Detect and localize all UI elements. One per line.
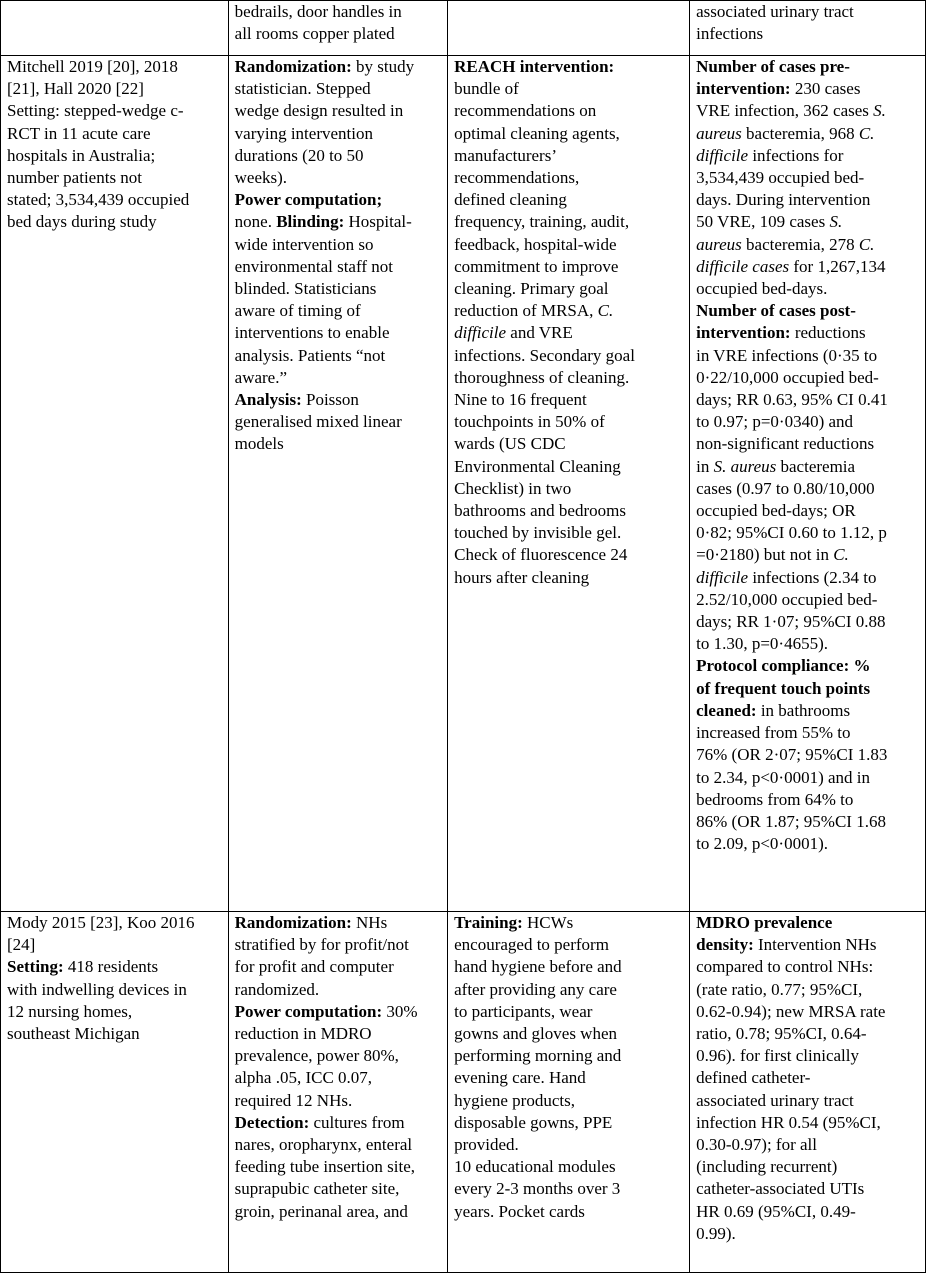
- text-line: statistician. Stepped: [234, 79, 371, 99]
- text-run: for 1,267,134: [789, 256, 886, 276]
- text-line: Setting: stepped-wedge c-: [7, 101, 184, 121]
- text-line: [235, 912, 441, 934]
- text-line: randomized.: [234, 979, 320, 999]
- italic-run: aureus: [696, 123, 742, 143]
- text-line: [696, 100, 919, 122]
- text-line: durations (20 to 50: [234, 145, 364, 165]
- text-line: nares, oropharynx, enteral: [234, 1135, 413, 1155]
- italic-run: S. aureus: [713, 456, 777, 476]
- text-line: catheter-associated UTIs: [696, 1179, 865, 1199]
- text-line: southeast Michigan: [7, 1024, 140, 1044]
- text-line: [235, 389, 441, 411]
- text-line: feeding tube insertion site,: [234, 1157, 415, 1177]
- text-line: [235, 1112, 441, 1134]
- text-line: 3,534,439 occupied bed-: [696, 168, 865, 188]
- text-line: in VRE infections (0·35 to: [696, 345, 878, 365]
- text-line: suprapubic catheter site,: [234, 1179, 400, 1199]
- text-line: all rooms copper plated: [234, 24, 395, 44]
- protocol-label: Protocol compliance: %: [696, 656, 871, 676]
- text-line: recommendations on: [454, 101, 597, 121]
- text-line: infection HR 0.54 (95%CI,: [696, 1112, 881, 1132]
- text-line: increased from 55% to: [696, 723, 851, 743]
- text-line: evening care. Hand: [454, 1068, 586, 1088]
- text-run: 418 residents: [63, 957, 159, 977]
- text-line: stated; 3,534,439 occupied: [7, 190, 190, 210]
- italic-run: difficile: [696, 567, 749, 587]
- text-line: Checklist) in two: [454, 478, 572, 498]
- text-line: groin, perinanal area, and: [234, 1201, 408, 1221]
- italic-run: S.: [873, 101, 886, 121]
- text-line: bathrooms and bedrooms: [454, 501, 626, 521]
- text-line: frequency, training, audit,: [454, 212, 630, 232]
- text-line: thoroughness of cleaning.: [454, 367, 630, 387]
- text-line: [696, 567, 919, 589]
- text-line: [454, 56, 683, 78]
- protocol-label: cleaned:: [696, 700, 757, 720]
- text-run: VRE infection, 362 cases: [696, 101, 874, 121]
- text-run: bacteremia, 278: [741, 234, 859, 254]
- table-row: [1, 912, 926, 1273]
- text-line: bundle of: [454, 79, 519, 99]
- text-line: [235, 189, 441, 211]
- text-line: [454, 322, 683, 344]
- reach-label: REACH intervention:: [454, 57, 615, 76]
- text-line: (including recurrent): [696, 1157, 838, 1177]
- text-line: 10 educational modules: [454, 1157, 616, 1177]
- text-line: [235, 56, 441, 78]
- text-run: by study: [351, 57, 415, 76]
- text-line: cases (0.97 to 0.80/10,000: [696, 478, 875, 498]
- table-cell-results: [690, 912, 926, 1273]
- text-line: [696, 322, 919, 344]
- text-line: hospitals in Australia;: [7, 145, 156, 165]
- text-line: [21], Hall 2020 [22]: [7, 79, 144, 99]
- text-line: 0.99).: [696, 1223, 736, 1243]
- text-line: [696, 256, 919, 278]
- text-run: infections for: [748, 145, 844, 165]
- text-line: performing morning and: [454, 1046, 622, 1066]
- text-line: aware of timing of: [234, 301, 361, 321]
- text-line: [696, 934, 919, 956]
- text-line: stratified by for profit/not: [234, 935, 409, 955]
- text-line: commitment to improve: [454, 256, 619, 276]
- text-line: [696, 544, 919, 566]
- pre-label: Number of cases pre-: [696, 57, 850, 76]
- text-line: gowns and gloves when: [454, 1024, 618, 1044]
- text-line: analysis. Patients “not: [234, 345, 386, 365]
- text-line: 0·82; 95%CI 0.60 to 1.12, p: [696, 523, 887, 543]
- power-label: Power computation;: [234, 190, 383, 210]
- text-line: [454, 912, 683, 934]
- text-line: varying intervention: [234, 123, 373, 143]
- text-line: [696, 700, 919, 722]
- text-line: after providing any care: [454, 979, 617, 999]
- table-cell-intervention: [448, 912, 690, 1273]
- text-line: [696, 145, 919, 167]
- text-run: cultures from: [309, 1112, 405, 1132]
- table-row: [1, 1, 926, 56]
- text-line: optimal cleaning agents,: [454, 123, 620, 143]
- text-run: Intervention NHs: [753, 935, 877, 955]
- mdro-label: MDRO prevalence: [696, 913, 833, 932]
- text-line: for profit and computer: [234, 957, 394, 977]
- text-line: to 1.30, p=0·4655).: [696, 634, 829, 654]
- text-line: [696, 234, 919, 256]
- text-line: Mitchell 2019 [20], 2018: [7, 57, 178, 76]
- text-line: [696, 678, 919, 700]
- text-line: disposable gowns, PPE: [454, 1112, 613, 1132]
- text-line: Check of fluorescence 24: [454, 545, 628, 565]
- text-line: wide intervention so: [234, 234, 374, 254]
- italic-run: difficile: [696, 145, 749, 165]
- text-line: bed days during study: [7, 212, 157, 232]
- text-line: [696, 456, 919, 478]
- text-run: and VRE: [506, 323, 573, 343]
- italic-run: C.: [833, 545, 849, 565]
- text-line: weeks).: [234, 168, 288, 188]
- text-line: touched by invisible gel.: [454, 523, 622, 543]
- text-line: alpha .05, ICC 0.07,: [234, 1068, 373, 1088]
- post-label: intervention:: [696, 323, 791, 343]
- text-line: [696, 56, 919, 78]
- italic-run: difficile: [454, 323, 507, 343]
- text-line: touchpoints in 50% of: [454, 412, 605, 432]
- table-cell-methods: [228, 1, 447, 56]
- text-line: occupied bed-days.: [696, 279, 828, 299]
- table-cell-methods: [228, 912, 447, 1273]
- text-run: reduction of MRSA,: [454, 301, 598, 321]
- text-line: hygiene products,: [454, 1090, 575, 1110]
- text-run: HCWs: [522, 913, 574, 932]
- text-line: ratio, 0.78; 95%CI, 0.64-: [696, 1024, 867, 1044]
- table-row: [1, 56, 926, 912]
- table-cell-intervention: [448, 56, 690, 912]
- text-line: associated urinary tract: [696, 1090, 854, 1110]
- text-run: 30%: [382, 1001, 418, 1021]
- text-line: non-significant reductions: [696, 434, 875, 454]
- text-line: to 2.09, p<0·0001).: [696, 834, 829, 854]
- text-line: feedback, hospital-wide: [454, 234, 617, 254]
- blinding-label: Blinding:: [276, 212, 345, 232]
- text-line: blinded. Statisticians: [234, 279, 377, 299]
- italic-run: S.: [829, 212, 843, 232]
- italic-run: C.: [858, 123, 875, 143]
- text-line: 2.52/10,000 occupied bed-: [696, 589, 878, 609]
- text-line: [696, 655, 919, 677]
- text-line: models: [234, 434, 284, 454]
- detection-label: Detection:: [234, 1112, 310, 1132]
- text-line: RCT in 11 acute care: [7, 123, 151, 143]
- text-run: reductions: [790, 323, 866, 343]
- table-cell-intervention: [448, 1, 690, 56]
- text-line: aware.”: [234, 367, 288, 387]
- text-line: bedrooms from 64% to: [696, 789, 854, 809]
- text-line: prevalence, power 80%,: [234, 1046, 399, 1066]
- text-line: Mody 2015 [23], Koo 2016: [7, 913, 195, 932]
- text-line: every 2-3 months over 3: [454, 1179, 621, 1199]
- text-line: 0.62-0.94); new MRSA rate: [696, 1001, 886, 1021]
- text-line: environmental staff not: [234, 256, 393, 276]
- italic-run: difficile cases: [696, 256, 790, 276]
- text-line: recommendations,: [454, 168, 580, 188]
- text-line: [696, 300, 919, 322]
- text-line: defined catheter-: [696, 1068, 811, 1088]
- text-line: [7, 956, 222, 978]
- mdro-label: density:: [696, 935, 754, 955]
- text-line: days; RR 1·07; 95%CI 0.88: [696, 612, 886, 632]
- text-line: [696, 912, 919, 934]
- text-line: [454, 300, 683, 322]
- text-line: wards (US CDC: [454, 434, 566, 454]
- power-label: Power computation:: [234, 1001, 383, 1021]
- text-run: infections (2.34 to: [748, 567, 877, 587]
- table-cell-study: [1, 56, 229, 912]
- text-line: 0.30-0.97); for all: [696, 1135, 817, 1155]
- table-cell-study: [1, 912, 229, 1273]
- text-line: 0.96). for first clinically: [696, 1046, 859, 1066]
- text-line: manufacturers’: [454, 145, 557, 165]
- text-line: to 2.34, p<0·0001) and in: [696, 767, 871, 787]
- text-run: bacteremia, 968: [741, 123, 859, 143]
- text-line: days; RR 0.63, 95% CI 0.41: [696, 390, 888, 410]
- text-line: hand hygiene before and: [454, 957, 622, 977]
- text-line: compared to control NHs:: [696, 957, 874, 977]
- text-line: infections: [696, 24, 764, 44]
- post-label: Number of cases post-: [696, 301, 856, 321]
- text-line: HR 0.69 (95%CI, 0.49-: [696, 1201, 856, 1221]
- text-run: 230 cases: [790, 79, 861, 99]
- italic-run: C.: [597, 301, 614, 321]
- text-line: years. Pocket cards: [454, 1201, 585, 1221]
- text-run: bacteremia: [776, 456, 856, 476]
- text-line: 86% (OR 1.87; 95%CI 1.68: [696, 811, 886, 831]
- text-line: reduction in MDRO: [234, 1024, 372, 1044]
- training-label: Training:: [454, 913, 523, 932]
- text-line: [235, 211, 441, 233]
- text-line: wedge design resulted in: [234, 101, 404, 121]
- text-line: defined cleaning: [454, 190, 567, 210]
- text-line: encouraged to perform: [454, 935, 609, 955]
- text-run: none.: [234, 212, 277, 232]
- text-line: bedrails, door handles in: [234, 2, 402, 21]
- text-run: =0·2180) but not in: [696, 545, 834, 565]
- text-line: number patients not: [7, 168, 143, 188]
- setting-label: Setting:: [7, 957, 64, 977]
- text-line: 0·22/10,000 occupied bed-: [696, 367, 879, 387]
- text-run: Hospital-: [344, 212, 412, 232]
- text-line: Nine to 16 frequent: [454, 390, 587, 410]
- text-line: occupied bed-days; OR: [696, 501, 856, 521]
- text-line: [696, 211, 919, 233]
- text-line: infections. Secondary goal: [454, 345, 635, 365]
- text-run: in: [696, 456, 714, 476]
- randomization-label: Randomization:: [234, 57, 352, 76]
- pre-label: intervention:: [696, 79, 791, 99]
- protocol-label: of frequent touch points: [696, 678, 871, 698]
- text-line: [24]: [7, 935, 36, 955]
- text-run: in bathrooms: [756, 700, 851, 720]
- text-line: 12 nursing homes,: [7, 1001, 133, 1021]
- text-line: required 12 NHs.: [234, 1090, 353, 1110]
- text-run: NHs: [351, 913, 388, 932]
- text-line: Environmental Cleaning: [454, 456, 621, 476]
- text-line: [235, 1001, 441, 1023]
- text-line: with indwelling devices in: [7, 979, 187, 999]
- text-line: 76% (OR 2·07; 95%CI 1.83: [696, 745, 888, 765]
- table-cell-results: [690, 56, 926, 912]
- text-run: 50 VRE, 109 cases: [696, 212, 830, 232]
- analysis-label: Analysis:: [234, 390, 302, 410]
- text-line: generalised mixed linear: [234, 412, 402, 432]
- table-cell-study: [1, 1, 229, 56]
- italic-run: C.: [858, 234, 875, 254]
- text-line: days. During intervention: [696, 190, 871, 210]
- text-line: to participants, wear: [454, 1001, 593, 1021]
- text-line: [696, 123, 919, 145]
- table-cell-methods: [228, 56, 447, 912]
- text-line: cleaning. Primary goal: [454, 279, 609, 299]
- randomization-label: Randomization:: [234, 913, 352, 932]
- text-line: hours after cleaning: [454, 567, 590, 587]
- italic-run: aureus: [696, 234, 742, 254]
- text-line: to 0.97; p=0·0340) and: [696, 412, 854, 432]
- text-line: provided.: [454, 1135, 519, 1155]
- text-run: Poisson: [301, 390, 359, 410]
- text-line: (rate ratio, 0.77; 95%CI,: [696, 979, 863, 999]
- text-line: [696, 78, 919, 100]
- text-line: associated urinary tract: [696, 2, 854, 21]
- text-line: interventions to enable: [234, 323, 390, 343]
- table-cell-results: [690, 1, 926, 56]
